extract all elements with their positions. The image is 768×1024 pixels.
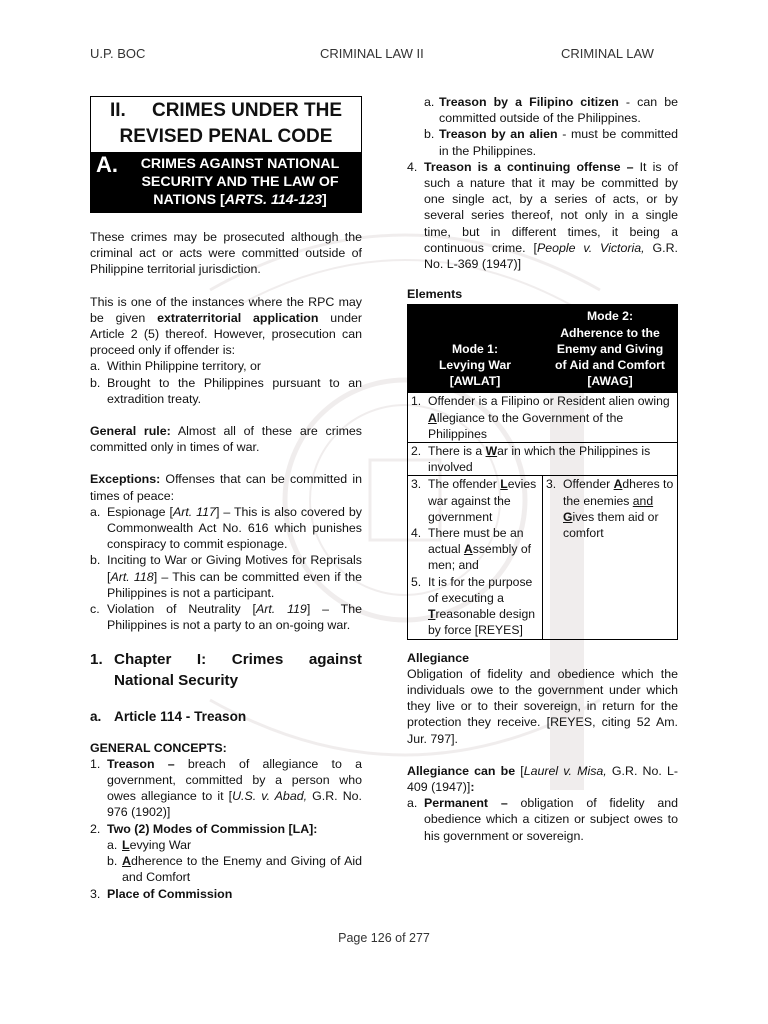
part-title-line1: CRIMES UNDER THE (151, 100, 342, 121)
left-column (90, 96, 362, 902)
list-item: 4. Treason is a continuing offense – It is of such a nature that it may be committed by one single act, by a series of acts, or by several series thereof, not only in a single time, but in different times, it being a continuous crime. [People v. Victoria, G.R. No. L-369 (1947)] (407, 159, 678, 272)
instance-paragraph: This is one of the instances where the RPC may be given extraterritorial application under Article 2 (5) thereof. However, prosecution can proceed only if offender is: (90, 294, 362, 358)
elements-table (407, 304, 678, 639)
header-left: U.P. BOC (90, 46, 146, 61)
mode2-elements-cell (543, 476, 678, 639)
table-row: 1. Offender is a Filipino or Resident alien owing Allegiance to the Government of the Philippines (408, 393, 678, 443)
article-heading: a. Article 114 - Treason (90, 709, 247, 725)
section-line2: SECURITY AND THE LAW OF (141, 174, 339, 190)
header-right: CRIMINAL LAW (561, 46, 654, 61)
list-item: 3. The offender Levies war against the government (411, 477, 537, 524)
list-item: b. Inciting to War or Giving Motives for Reprisals [Art. 118] – This can be committed even if the Philippines is not a participant. (90, 553, 362, 600)
intro-paragraph: These crimes may be prosecuted although the criminal act or acts were committed outside of Philippine territorial jurisdiction. (90, 230, 362, 277)
list-item: 3. Offender Adheres to the enemies and Gives them aid or comfort (546, 477, 674, 541)
elements-heading: Elements (407, 287, 463, 302)
general-concepts-list (90, 756, 362, 837)
right-column (407, 94, 678, 844)
part-number: II. (109, 100, 126, 121)
section-title-bar (90, 153, 362, 213)
list-item: 4. There must be an actual Assembly of men; and (411, 526, 531, 573)
page-number: Page 126 of 277 (338, 931, 430, 945)
list-item: 2. Two (2) Modes of Commission [LA]: (90, 821, 318, 836)
general-rule: General rule: Almost all of these are crimes committed only in times of war. (90, 424, 362, 455)
list-item: a. Espionage [Art. 117] – This is also covered by Commonwealth Act No. 616 which punishes conspiracy to commit espionage. (90, 504, 362, 552)
list-item: c. Violation of Neutrality [Art. 119] – The Philippines is not a party to an on-going war. (90, 602, 362, 633)
section-letter: A. (96, 152, 118, 177)
mode1-elements-cell (408, 476, 543, 639)
list-item: b. Brought to the Philippines pursuant to an extradition treaty. (90, 375, 362, 406)
section-arts: ARTS. 114-123 (224, 192, 322, 208)
list-item: 1. Treason – breach of allegiance to a government, committed by a person who owes allegiance to it [U.S. v. Abad, G.R. No. 976 (1902)] (90, 756, 363, 820)
offender-conditions-list (90, 358, 362, 407)
exceptions-list (90, 504, 362, 634)
mode1-header: Mode 1: Levying War [AWLAT] (408, 305, 543, 393)
allegiance-heading: Allegiance (407, 650, 469, 665)
header-center: CRIMINAL LAW II (320, 46, 424, 61)
list-item: a. Within Philippine territory, or (90, 359, 262, 374)
allegiance-types-list (407, 795, 678, 844)
allegiance-definition: Obligation of fidelity and obedience which the individuals owe to the government under which they live or to their sovereign, in return for the protection they receive. [REYES, citing 52 Am. Jur. 797]. (407, 666, 678, 746)
general-concepts-heading: GENERAL CONCEPTS: (90, 740, 227, 755)
section-line3: NATIONS [ (153, 192, 225, 208)
section-line1: CRIMES AGAINST NATIONAL (140, 156, 340, 172)
part-title-line2: REVISED PENAL CODE (119, 126, 333, 147)
continuing-offense-list (407, 159, 678, 272)
part-title (90, 96, 362, 153)
list-item: a. Levying War (107, 837, 192, 852)
place-list (90, 886, 362, 902)
list-item: b. Adherence to the Enemy and Giving of Aid and Comfort (107, 854, 362, 885)
allegiance-can-be: Allegiance can be [Laurel v. Misa, G.R. No. L-409 (1947)]: (407, 763, 678, 794)
list-item: b. Treason by an alien - must be committed in the Philippines. (424, 127, 678, 158)
chapter-heading: 1. Chapter I: Crimes against National Security (90, 651, 362, 690)
exceptions-intro: Exceptions: Offenses that can be committed in times of peace: (90, 472, 362, 503)
list-item: a. Treason by a Filipino citizen - can be committed outside of the Philippines. (424, 95, 678, 126)
section-close: ] (322, 192, 327, 208)
list-item: 5. It is for the purpose of executing a Treasonable design by force [REYES] (411, 574, 536, 638)
list-item: a. Permanent – obligation of fidelity and obedience which a citizen or subject owes to his government or sovereign. (407, 796, 679, 843)
place-sublist (407, 94, 678, 159)
list-item: 3. Place of Commission (90, 886, 233, 901)
mode2-header: Mode 2: Adherence to the Enemy and Giving of Aid and Comfort [AWAG] (543, 305, 678, 393)
table-row: 2. There is a War in which the Philippines is involved (408, 443, 678, 476)
modes-sublist (90, 837, 362, 886)
